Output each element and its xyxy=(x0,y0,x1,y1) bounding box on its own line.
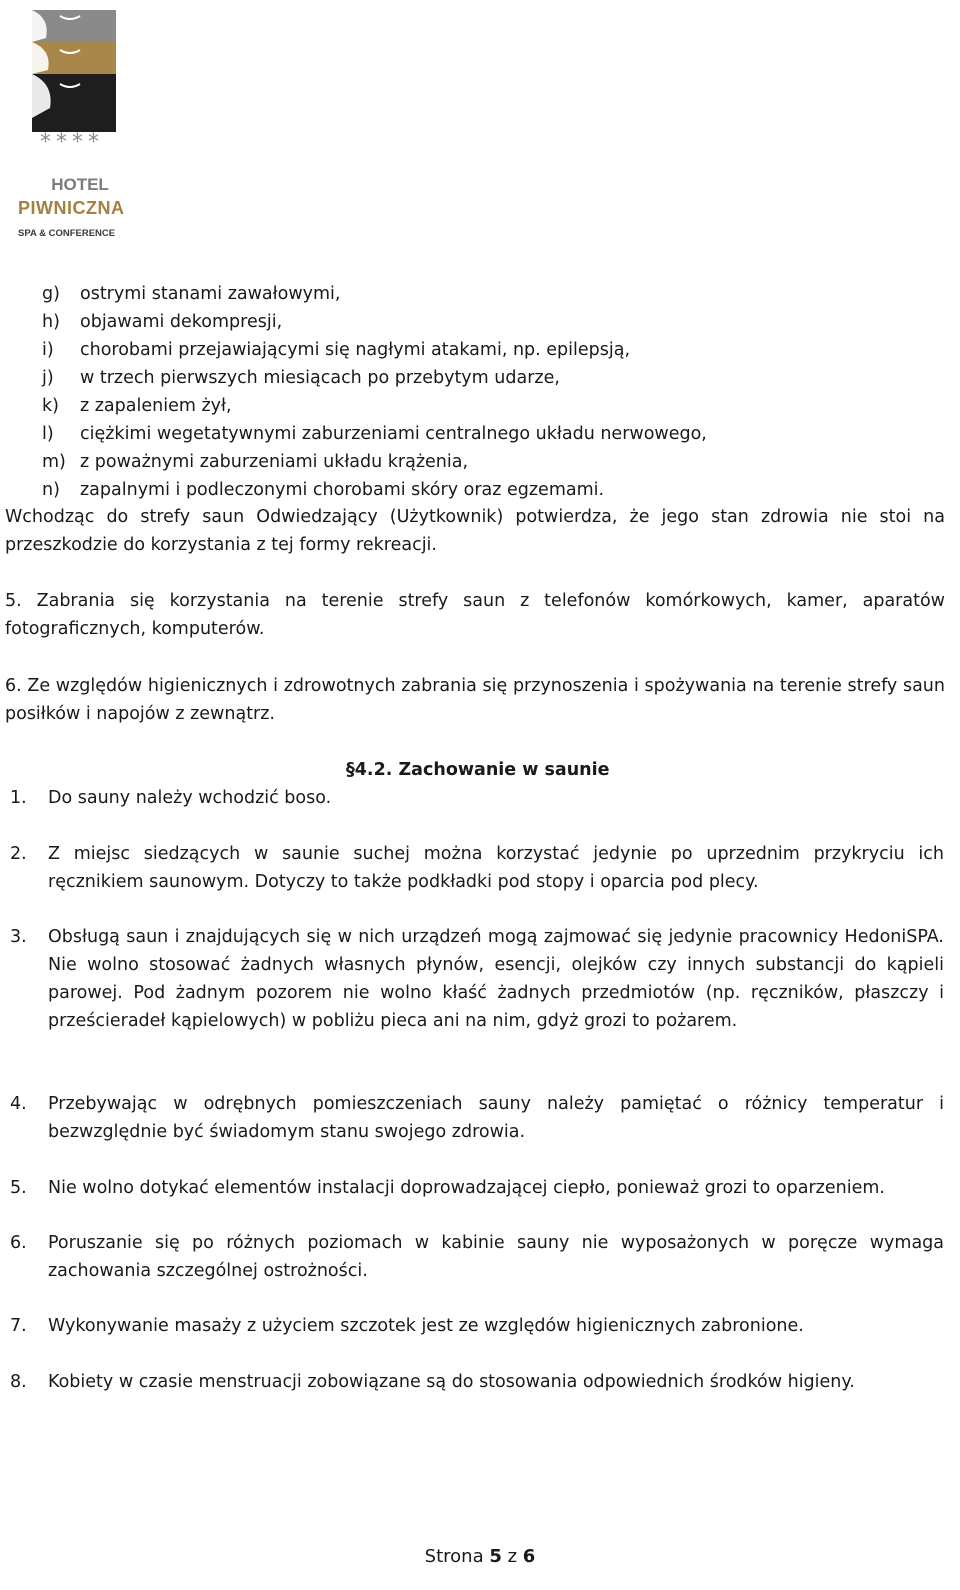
item-text: Nie wolno dotykać elementów instalacji doprowadzającej ciepło, ponieważ grozi to oparzeniem. xyxy=(48,1178,885,1198)
logo-stars: **** xyxy=(40,130,104,155)
footer-page-number: 5 xyxy=(489,1546,502,1567)
list-item-label: n) xyxy=(42,480,60,500)
footer-of: z xyxy=(507,1546,518,1567)
page-footer xyxy=(0,1544,960,1570)
item-number: 1. xyxy=(10,788,27,808)
list-item-text: zapalnymi i podleczonymi chorobami skóry oraz egzemami. xyxy=(80,480,605,500)
item-text: Poruszanie się po różnych poziomach w kabinie sauny nie wyposażonych w poręcze wymaga zachowania szczególnej ostrożności. xyxy=(48,1233,944,1281)
footer-prefix: Strona xyxy=(424,1546,484,1567)
logo-emblem-icon xyxy=(20,8,120,133)
item-text: Do sauny należy wchodzić boso. xyxy=(48,788,332,808)
item-number: 6. xyxy=(10,1233,27,1253)
list-item-label: g) xyxy=(42,284,60,304)
list-item-label: h) xyxy=(42,312,60,332)
item-number: 7. xyxy=(10,1316,27,1336)
list-item-text: ciężkimi wegetatywnymi zaburzeniami centralnego układu nerwowego, xyxy=(80,424,707,444)
footer-total-pages: 6 xyxy=(522,1546,536,1567)
item-number: 2. xyxy=(10,844,27,864)
numbered-item xyxy=(10,840,944,896)
list-item-text: z poważnymi zaburzeniami układu krążenia, xyxy=(80,452,469,472)
numbered-item xyxy=(10,1312,944,1340)
list-item-text: w trzech pierwszych miesiącach po przebytym udarze, xyxy=(80,368,560,388)
item-number: 5. xyxy=(10,1178,27,1198)
numbered-item xyxy=(10,784,944,812)
list-item-label: m) xyxy=(42,452,66,472)
numbered-item xyxy=(10,1229,944,1285)
list-item-text: chorobami przejawiającymi się nagłymi atakami, np. epilepsją, xyxy=(80,340,631,360)
numbered-item xyxy=(10,923,944,1035)
item-text: Wykonywanie masaży z użyciem szczotek jest ze względów higienicznych zabronione. xyxy=(48,1316,804,1336)
item-text: Kobiety w czasie menstruacji zobowiązane są do stosowania odpowiednich środków higieny. xyxy=(48,1372,855,1392)
item-number: 8. xyxy=(10,1372,27,1392)
paragraph-rule-6: 6. Ze względów higienicznych i zdrowotnych zabrania się przynoszenia i spożywania na terenie strefy saun posiłków i napojów z zewnątrz. xyxy=(5,676,945,724)
numbered-item xyxy=(10,1090,944,1146)
logo-hotel-text: HOTEL xyxy=(51,175,109,194)
section-heading: §4.2. Zachowanie w saunie xyxy=(346,760,610,780)
logo-name-text: PIWNICZNA xyxy=(18,198,125,218)
list-item-label: k) xyxy=(42,396,59,416)
list-item-text: z zapaleniem żył, xyxy=(80,396,232,416)
item-text: Obsługą saun i znajdujących się w nich urządzeń mogą zajmować się jedynie pracownicy HedoniSPA. Nie wolno stosować żadnych własnych płynów, esencji, olejków czy innych substancji do kąpieli parowej. Pod żadnym pozorem nie wolno kłaść żadnych przedmiotów (np. ręczników, płaszczy i prześcieradeł kąpielowych) w pobliżu pieca ani na nim, gdyż grozi to pożarem. xyxy=(48,927,944,1031)
numbered-item xyxy=(10,1368,944,1396)
list-item-text: ostrymi stanami zawałowymi, xyxy=(80,284,341,304)
item-text: Przebywając w odrębnych pomieszczeniach sauny należy pamiętać o różnicy temperatur i bezwzględnie być świadomym stanu swojego zdrowia. xyxy=(48,1094,944,1142)
item-text: Z miejsc siedzących w saunie suchej można korzystać jedynie po uprzednim przykryciu ich ręcznikiem saunowym. Dotyczy to także podkładki pod stopy i oparcia pod plecy. xyxy=(48,844,944,892)
item-number: 3. xyxy=(10,927,27,947)
item-number: 4. xyxy=(10,1094,27,1114)
list-item-text: objawami dekompresji, xyxy=(80,312,283,332)
numbered-item xyxy=(10,1174,944,1202)
list-item-label: i) xyxy=(42,340,54,360)
paragraph-rule-5: 5. Zabrania się korzystania na terenie strefy saun z telefonów komórkowych, kamer, aparatów fotograficznych, komputerów. xyxy=(5,591,945,639)
list-item-label: l) xyxy=(42,424,54,444)
paragraph-health-confirmation: Wchodząc do strefy saun Odwiedzający (Użytkownik) potwierdza, że jego stan zdrowia nie stoi na przeszkodzie do korzystania z tej formy rekreacji. xyxy=(5,507,945,555)
logo-subtitle: SPA & CONFERENCE xyxy=(18,228,116,239)
list-item-label: j) xyxy=(42,368,54,388)
